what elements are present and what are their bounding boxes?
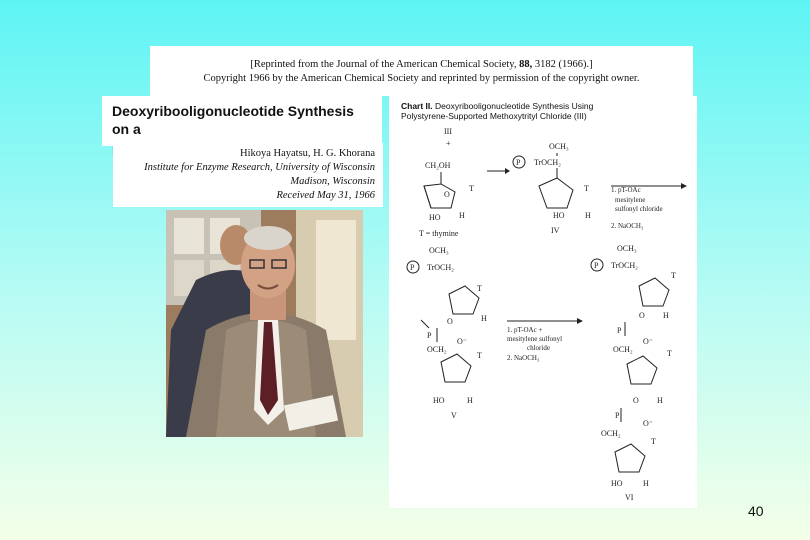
step-b-2: mesitylene sulfonyl: [507, 335, 563, 343]
affiliation-line1: Institute for Enzyme Research, University of Wisconsin: [144, 162, 375, 173]
phosphorus-vi2: P: [615, 411, 620, 420]
o-minus-vi2: O⁻: [643, 419, 653, 428]
och3-label-vi: OCH₃: [617, 244, 637, 253]
synthesis-scheme: [389, 96, 697, 508]
nucleoside-structure: [424, 172, 455, 208]
o-minus-v: O⁻: [457, 337, 467, 346]
polymer-p-iv: P: [516, 158, 521, 167]
step-b-3: chloride: [527, 344, 550, 352]
label-VI: VI: [625, 493, 634, 502]
base-t-v2: T: [477, 351, 482, 360]
h-vi1: H: [663, 311, 669, 320]
chart-ii-card: [389, 96, 697, 508]
step-a-3: sulfonyl chloride: [615, 205, 663, 213]
ho-iv: HO: [553, 211, 565, 220]
ho-vi: HO: [611, 479, 623, 488]
page-number: 40: [748, 503, 764, 519]
o-v-link: O: [447, 317, 453, 326]
base-t-vi3: T: [651, 437, 656, 446]
o-minus-vi1: O⁻: [643, 337, 653, 346]
h-vi2: H: [657, 396, 663, 405]
tritylo-label-iv: TrOCH₂: [534, 158, 561, 167]
journal-header: [150, 46, 693, 96]
article-title-line1: Deoxyribooligonucleotide Synthesis on a: [112, 103, 354, 137]
affiliation-line2: Madison, Wisconsin: [290, 176, 375, 187]
h-vi3: H: [643, 479, 649, 488]
och2-vi2: OCH₂: [601, 429, 621, 438]
ho-label: HO: [429, 213, 441, 222]
h-label: H: [459, 211, 465, 220]
label-IV: IV: [551, 226, 560, 235]
article-authors: Hikoya Hayatsu, H. G. Khorana: [239, 148, 375, 159]
h-v2: H: [467, 396, 473, 405]
base-t-label: T: [469, 184, 474, 193]
o-vi-link1: O: [639, 311, 645, 320]
step-a-1: 1. pT-OAc: [611, 186, 641, 194]
o-vi-link2: O: [633, 396, 639, 405]
step-b-4: 2. NaOCH₃: [507, 354, 540, 362]
h-iv: H: [585, 211, 591, 220]
portrait-photo: [166, 210, 363, 437]
label-V: V: [451, 411, 457, 420]
tritylo-label-vi: TrOCH₂: [611, 261, 638, 270]
ho-v: HO: [433, 396, 445, 405]
och2-v: OCH₂: [427, 345, 447, 354]
base-t-vi2: T: [667, 349, 672, 358]
och3-label-v: OCH₃: [429, 246, 449, 255]
author-card: [113, 143, 383, 207]
base-t-iv: T: [584, 184, 589, 193]
base-t-v1: T: [477, 284, 482, 293]
tritylo-label-v: TrOCH₂: [427, 263, 454, 272]
step-b-1: 1. pT-OAc +: [507, 326, 543, 334]
step-a-2: mesitylene: [615, 196, 646, 204]
polymer-p-v: P: [410, 263, 415, 272]
och3-label-iv: OCH₃: [549, 142, 569, 151]
och2-vi1: OCH₂: [613, 345, 633, 354]
journal-header-line1: [Reprinted from the Journal of the American Chemical Society, 88, 3182 (1966).]: [250, 59, 593, 70]
article-title-card: [102, 96, 382, 146]
journal-header-line2: Copyright 1966 by the American Chemical Society and reprinted by permission of the copyright owner.: [203, 73, 640, 84]
base-t-vi1: T: [671, 271, 676, 280]
polymer-p-vi: P: [594, 261, 599, 270]
ch2oh-label: CH₂OH: [425, 161, 451, 170]
chart-title: Chart II. Deoxyribooligonucleotide Synthesis Using Polystyrene-Supported Methoxytrityl Chloride (III): [401, 101, 594, 121]
portrait-illustration: [166, 210, 363, 437]
h-v1: H: [481, 314, 487, 323]
step-a-4: 2. NaOCH₃: [611, 222, 644, 230]
plus-sign: +: [446, 139, 451, 148]
label-III: III: [444, 127, 452, 136]
thymine-legend: T = thymine: [419, 229, 459, 238]
phosphorus-v: P: [427, 331, 432, 340]
phosphorus-vi1: P: [617, 326, 622, 335]
received-date: Received May 31, 1966: [276, 190, 375, 201]
ring-o-label: O: [444, 190, 450, 199]
